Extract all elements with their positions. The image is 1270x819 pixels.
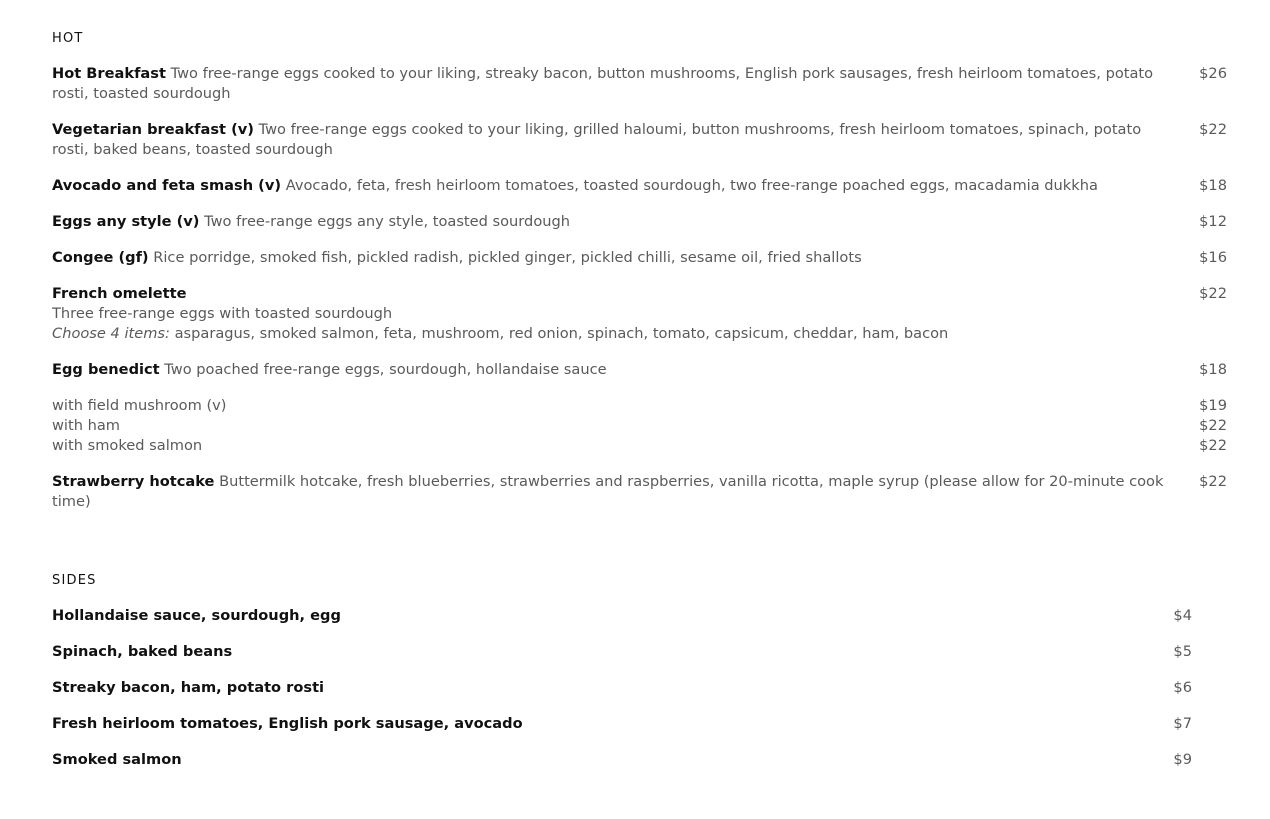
menu-item-text [52,176,1177,196]
variant-price: $22 [1199,437,1227,454]
menu-item-price: $16 [1199,249,1227,266]
menu-item-avocado-feta-smash [52,176,1227,196]
menu-item-text [52,212,1177,232]
menu-item-price: $22 [1199,121,1227,138]
benedict-variant-field-mushroom [52,396,1227,416]
side-item-price: $6 [1173,679,1192,696]
side-item-price: $9 [1173,751,1192,768]
menu-item-text [52,120,1177,160]
side-item [52,714,1192,734]
menu-item-congee [52,248,1227,268]
menu-item-name: Eggs any style (v) [52,213,200,230]
menu-item-name: French omelette [52,285,187,302]
menu-item-eggs-any-style [52,212,1227,232]
menu-item-text [52,472,1177,512]
side-item-price: $5 [1173,643,1192,660]
menu-item-egg-benedict [52,360,1227,380]
menu-item-vegetarian-breakfast [52,120,1227,160]
menu-item-description: Rice porridge, smoked fish, pickled radish, pickled ginger, pickled chilli, sesame oil, fried shallots [153,249,862,266]
menu-item-price: $12 [1199,213,1227,230]
menu-item-description: Two poached free-range eggs, sourdough, hollandaise sauce [164,361,607,378]
variant-price: $19 [1199,397,1227,414]
menu-item-text [52,360,1177,380]
side-item-name: Fresh heirloom tomatoes, English pork sausage, avocado [52,715,523,732]
menu-item-price: $22 [1199,285,1227,302]
menu-item-description: Two free-range eggs cooked to your liking, streaky bacon, button mushrooms, English pork sausages, fresh heirloom tomatoes, potato rosti, toasted sourdough [52,65,1154,102]
side-item-price: $4 [1173,607,1192,624]
side-item [52,642,1192,662]
menu-item-description: Avocado, feta, fresh heirloom tomatoes, toasted sourdough, two free-range poached eggs, macadamia dukkha [285,177,1098,194]
menu-item-text [52,248,1177,268]
menu-item-options-label: Choose 4 items: [52,325,170,342]
menu-item-options-list: asparagus, smoked salmon, feta, mushroom, red onion, spinach, tomato, capsicum, cheddar, ham, bacon [174,325,949,342]
side-item [52,606,1192,626]
menu-item-french-omelette [52,284,1227,344]
menu-item-price: $26 [1199,65,1227,82]
menu-item-price: $18 [1199,177,1227,194]
menu-item-description: Two free-range eggs cooked to your liking, grilled haloumi, button mushrooms, fresh heirloom tomatoes, spinach, potato rosti, baked beans, toasted sourdough [52,121,1142,158]
menu-item-name: Egg benedict [52,361,160,378]
benedict-variant-ham [52,416,1227,436]
menu-item-name: Avocado and feta smash (v) [52,177,282,194]
side-item-price: $7 [1173,715,1192,732]
sides-section-heading: SIDES [52,573,97,588]
menu-item-price: $18 [1199,361,1227,378]
menu-item-description: Two free-range eggs any style, toasted sourdough [204,213,571,230]
menu-item-description: Buttermilk hotcake, fresh blueberries, strawberries and raspberries, vanilla ricotta, maple syrup (please allow for 20-minute cook time) [52,473,1164,510]
menu-item-hot-breakfast [52,64,1227,104]
menu-item-text [52,64,1177,104]
menu-item-name: Congee (gf) [52,249,149,266]
menu-item-name: Strawberry hotcake [52,473,215,490]
menu-item-name: Hot Breakfast [52,65,166,82]
variant-label: with ham [52,417,121,434]
side-item-name: Smoked salmon [52,751,182,768]
menu-item-description: Three free-range eggs with toasted sourdough [52,305,393,322]
benedict-variant-smoked-salmon [52,436,1227,456]
variant-price: $22 [1199,417,1227,434]
side-item-name: Spinach, baked beans [52,643,233,660]
variant-label: with field mushroom (v) [52,397,227,414]
side-item-name: Streaky bacon, ham, potato rosti [52,679,325,696]
menu-item-options [52,324,1177,344]
menu-item-price: $22 [1199,473,1227,490]
side-item [52,678,1192,698]
menu-item-strawberry-hotcake [52,472,1227,512]
hot-section-heading: HOT [52,31,84,46]
variant-label: with smoked salmon [52,437,203,454]
side-item-name: Hollandaise sauce, sourdough, egg [52,607,341,624]
menu-item-name: Vegetarian breakfast (v) [52,121,254,138]
menu-item-text [52,284,1177,344]
side-item [52,750,1192,770]
